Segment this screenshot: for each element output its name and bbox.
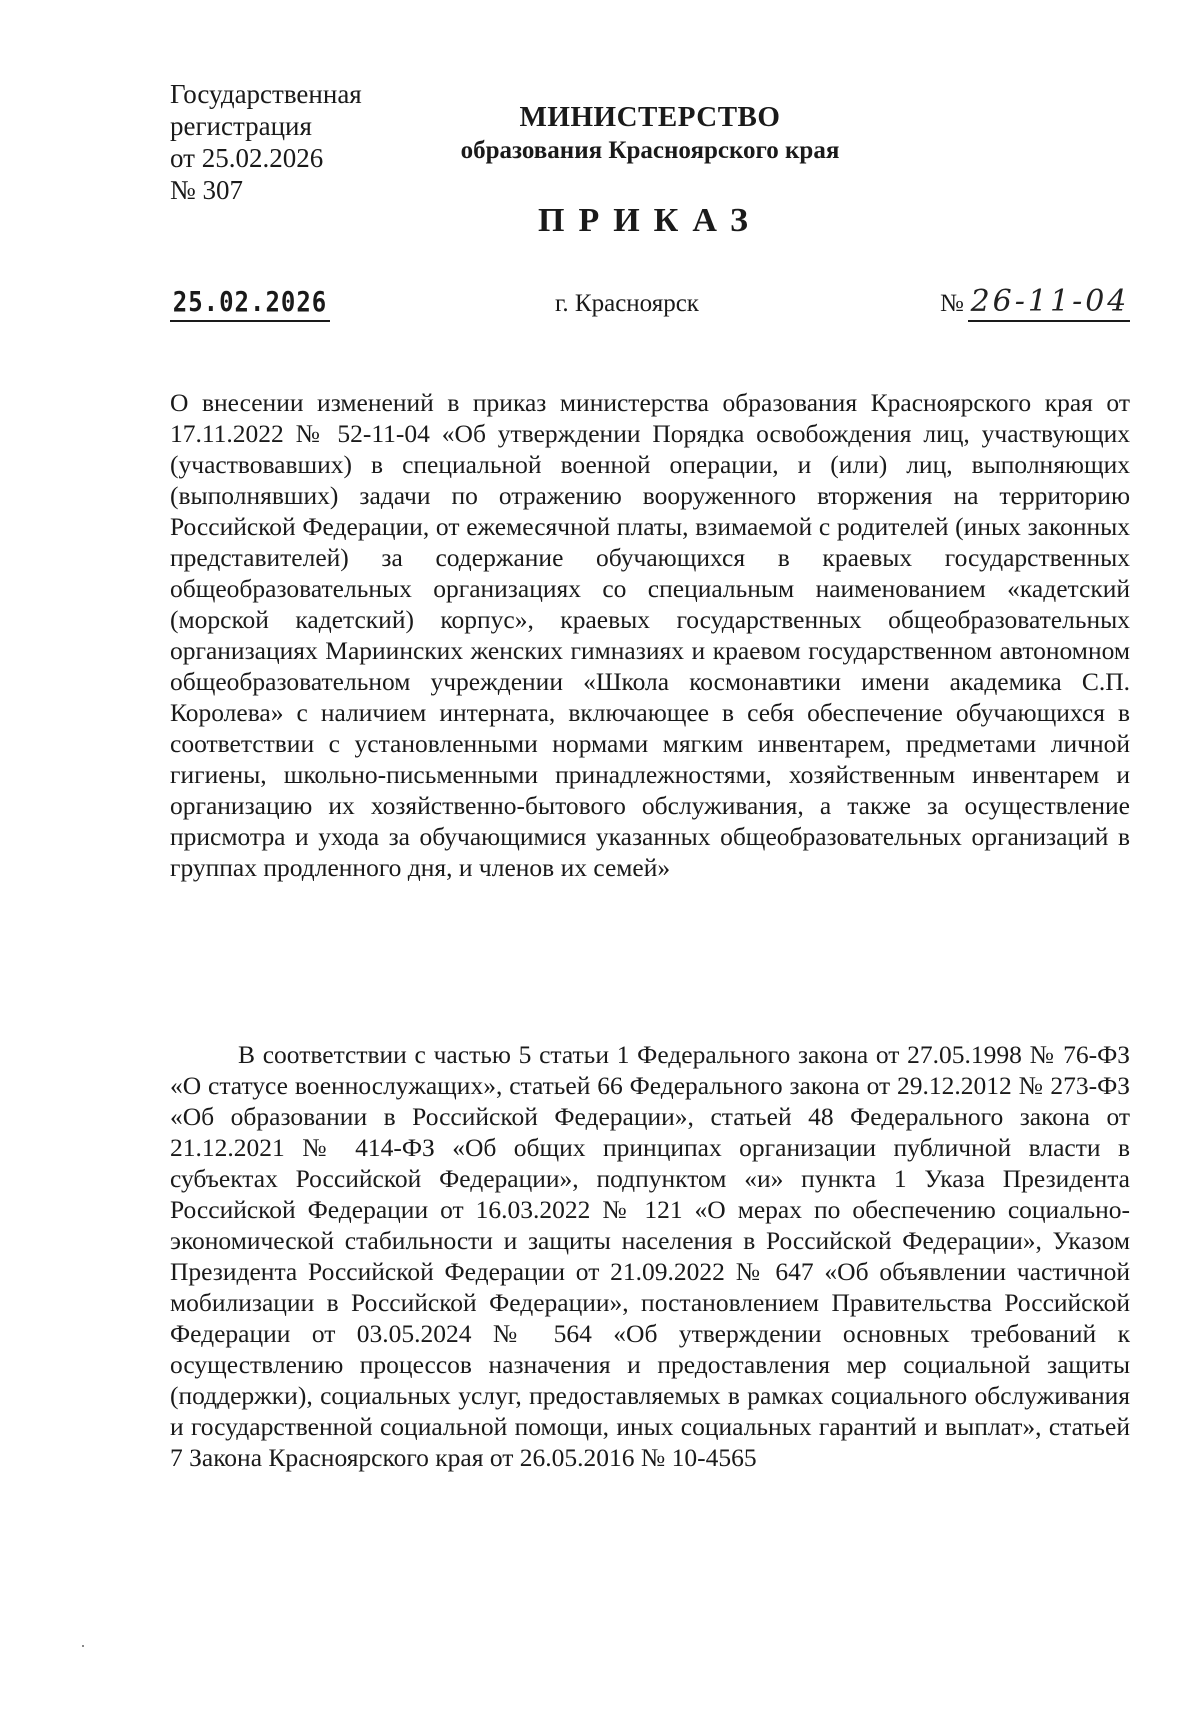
- ministry-subtitle: образования Красноярского края: [460, 137, 840, 164]
- order-body-paragraph: В соответствии с частью 5 статьи 1 Федерального закона от 27.05.1998 № 76-ФЗ «О статусе военнослужащих», статьей 66 Федерального закона от 29.12.2012 № 273-ФЗ «Об образовании в Российской Федерации», статьей 48 Федерального закона от 21.12.2021 № 414-ФЗ «Об общих принципах организации публичной власти в субъектах Российской Федерации», подпунктом «и» пункта 1 Указа Президента Российской Федерации от 16.03.2022 № 121 «О мерах по обеспечению социально-экономической стабильности и защиты населения в Российской Федерации», Указом Президента Российской Федерации от 21.09.2022 № 647 «Об объявлении частичной мобилизации в Российской Федерации», постановлением Правительства Российской Федерации от 03.05.2024 № 564 «Об утверждении основных требований к осуществлению процессов назначения и предоставления мер социальной защиты (поддержки), социальных услуг, предоставляемых в рамках социального обслуживания и государственной социальной помощи, иных социальных гарантий и выплат», статьей 7 Закона Красноярского края от 26.05.2016 № 10-4565: [170, 1040, 1130, 1472]
- order-date: 25.02.2026: [172, 285, 328, 319]
- registration-number: № 307: [170, 175, 244, 205]
- number-sign: №: [940, 290, 964, 317]
- order-title: ПРИКАЗ: [538, 202, 762, 239]
- order-meta-line: [170, 284, 1130, 328]
- order-number-block: [940, 284, 1130, 328]
- ministry-header: [400, 100, 900, 168]
- registration-line-1: Государственная: [170, 79, 362, 109]
- registration-date: от 25.02.2026: [170, 143, 324, 173]
- date-underline: [170, 320, 330, 322]
- order-city: г. Красноярск: [555, 290, 699, 317]
- order-number: 26-11-04: [970, 284, 1130, 319]
- registration-line-2: регистрация: [170, 111, 312, 141]
- number-underline: [968, 320, 1130, 322]
- registration-block: [170, 78, 362, 206]
- scan-dot: [82, 1645, 84, 1647]
- order-subject: О внесении изменений в приказ министерства образования Красноярского края от 17.11.2022 № 52-11-04 «Об утверждении Порядка освобождения лиц, участвующих (участвовавших) в специальной военной операции, и (или) лиц, выполняющих (выполнявших) задачи по отражению вооруженного вторжения на территорию Российской Федерации, от ежемесячной платы, взимаемой с родителей (иных законных представителей) за содержание обучающихся в краевых государственных общеобразовательных организациях со специальным наименованием «кадетский (морской кадетский) корпус», краевых государственных общеобразовательных организациях Мариинских женских гимназиях и краевом государственном автономном общеобразовательном учреждении «Школа космонавтики имени академика С.П. Королева» с наличием интерната, включающее в себя обеспечение обучающихся в соответствии с установленными нормами мягким инвентарем, предметами личной гигиены, школьно-письменными принадлежностями, хозяйственным инвентарем и организацию их хозяйственно-бытового обслуживания, а также за осуществление присмотра и ухода за обучающимися указанных общеобразовательных организаций в группах продленного дня, и членов их семей»: [170, 388, 1130, 882]
- ministry-title: МИНИСТЕРСТВО: [519, 101, 781, 133]
